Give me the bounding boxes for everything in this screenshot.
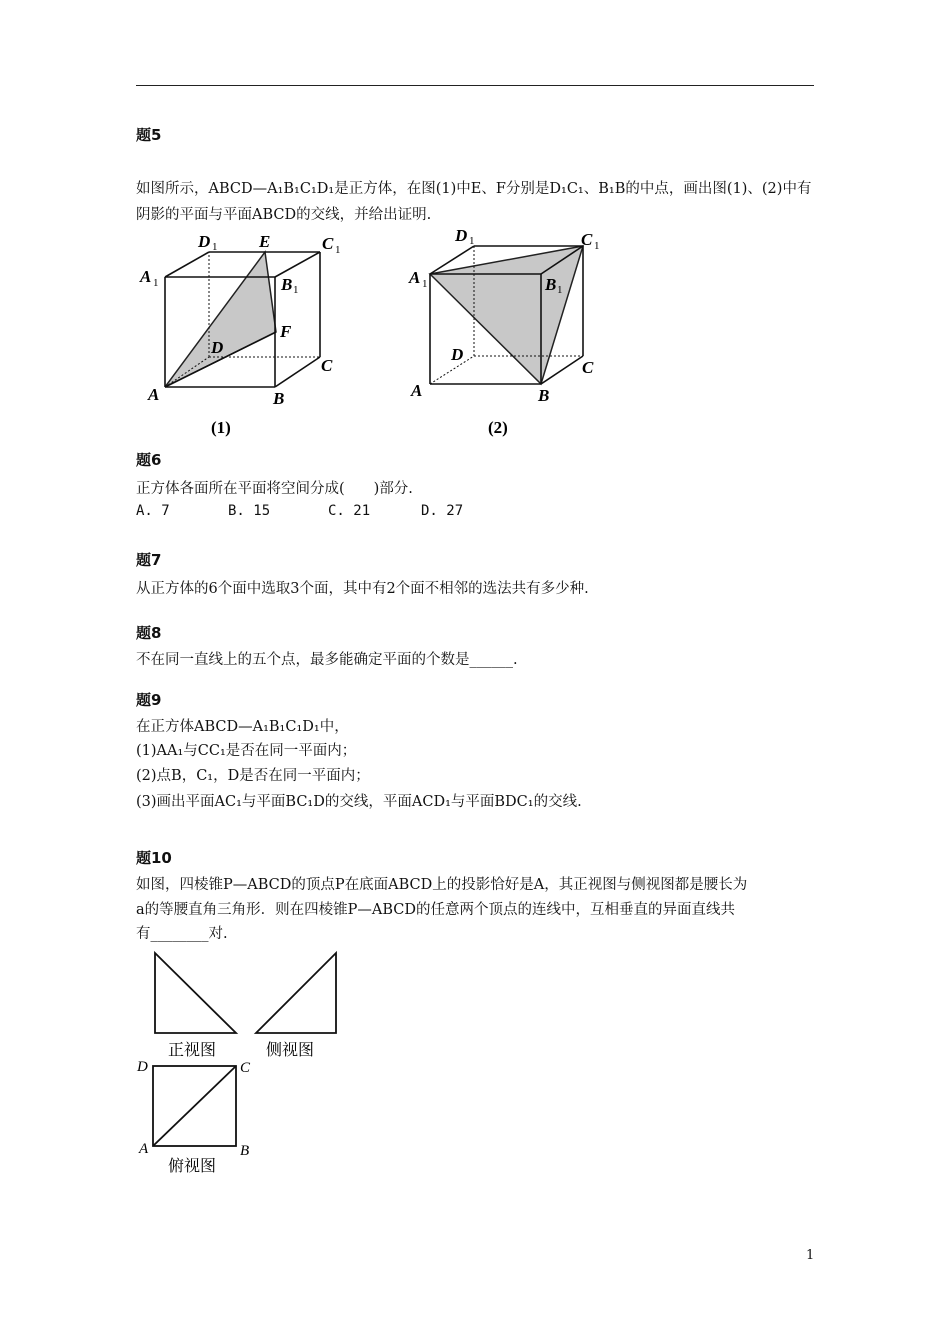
q6-option-c: C. 21 bbox=[328, 503, 371, 519]
front-view-caption: 正视图 bbox=[168, 1040, 217, 1059]
q8-title: 题8 bbox=[136, 624, 162, 642]
label-B1: B bbox=[281, 275, 293, 294]
q10-line2: a的等腰直角三角形．则在四棱锥P—ABCD的任意两个顶点的连线中，互相垂直的异面直线共 bbox=[136, 902, 736, 918]
svg-text:1: 1 bbox=[469, 235, 475, 247]
label-A1: A bbox=[409, 268, 421, 287]
q9-line1: 在正方体ABCD—A₁B₁C₁D₁中， bbox=[136, 719, 349, 735]
label-B: B bbox=[273, 389, 285, 408]
svg-text:1: 1 bbox=[594, 240, 600, 252]
q6-question: 正方体各面所在平面将空间分成( )部分. bbox=[136, 481, 413, 497]
page-number: 1 bbox=[806, 1248, 815, 1263]
label-D: D bbox=[451, 345, 464, 364]
label-A1: A bbox=[140, 267, 152, 286]
label-C1: C bbox=[581, 230, 593, 249]
svg-text:1: 1 bbox=[212, 241, 218, 253]
label-A: A bbox=[411, 381, 423, 400]
side-view-caption: 侧视图 bbox=[266, 1040, 315, 1059]
label-B: B bbox=[240, 1143, 250, 1159]
q9-line4: (3)画出平面AC₁与平面BC₁D的交线，平面ACD₁与平面BDC₁的交线. bbox=[136, 794, 582, 810]
q5-text-line1: 如图所示，ABCD—A₁B₁C₁D₁是正方体，在图(1)中E、F分别是D₁C₁、B₁B的中点，画出图(1)、(2)中有 bbox=[136, 181, 812, 197]
q10-title: 题10 bbox=[136, 849, 172, 867]
label-A: A bbox=[139, 1141, 149, 1157]
q5-text-line2: 阴影的平面与平面ABCD的交线，并给出证明. bbox=[136, 207, 432, 223]
q10-line1: 如图，四棱锥P—ABCD的顶点P在底面ABCD上的投影恰好是A，其正视图与侧视图都是腰长为 bbox=[136, 877, 748, 893]
q9-title: 题9 bbox=[136, 691, 162, 709]
label-C: C bbox=[240, 1060, 251, 1076]
label-C: C bbox=[582, 358, 594, 377]
q6-option-b: B. 15 bbox=[228, 503, 271, 519]
top-view-caption: 俯视图 bbox=[168, 1156, 217, 1175]
label-E: E bbox=[259, 232, 271, 251]
label-C: C bbox=[321, 356, 333, 375]
q7-question: 从正方体的6个面中选取3个面，其中有2个面不相邻的选法共有多少种. bbox=[136, 581, 589, 597]
q10-line3: 有________对. bbox=[136, 926, 228, 942]
svg-text:1: 1 bbox=[293, 284, 299, 296]
label-D: D bbox=[211, 338, 224, 357]
q8-question: 不在同一直线上的五个点，最多能确定平面的个数是______. bbox=[136, 652, 518, 668]
label-F: F bbox=[280, 322, 292, 341]
label-D1: D bbox=[198, 232, 211, 251]
svg-text:1: 1 bbox=[153, 277, 159, 289]
figure-1-caption: (1) bbox=[211, 418, 231, 437]
svg-text:1: 1 bbox=[335, 244, 341, 256]
front-view-triangle bbox=[155, 953, 236, 1033]
label-D1: D bbox=[455, 226, 468, 245]
q9-line3: (2)点B，C₁，D是否在同一平面内； bbox=[136, 768, 370, 784]
svg-text:1: 1 bbox=[557, 284, 563, 296]
label-B: B bbox=[538, 386, 550, 405]
label-B1: B bbox=[545, 275, 557, 294]
label-D: D bbox=[137, 1059, 148, 1075]
q6-option-d: D. 27 bbox=[421, 503, 464, 519]
q6-title: 题6 bbox=[136, 451, 162, 469]
q7-title: 题7 bbox=[136, 551, 162, 569]
top-view-diagonal bbox=[153, 1066, 236, 1146]
q9-line2: (1)AA₁与CC₁是否在同一平面内； bbox=[136, 743, 357, 759]
side-view-triangle bbox=[256, 953, 336, 1033]
q5-title: 题5 bbox=[136, 126, 162, 144]
label-C1: C bbox=[322, 234, 334, 253]
q6-option-a: A. 7 bbox=[136, 503, 170, 519]
svg-text:1: 1 bbox=[422, 278, 428, 290]
label-A: A bbox=[148, 385, 160, 404]
figure-2-caption: (2) bbox=[488, 418, 508, 437]
